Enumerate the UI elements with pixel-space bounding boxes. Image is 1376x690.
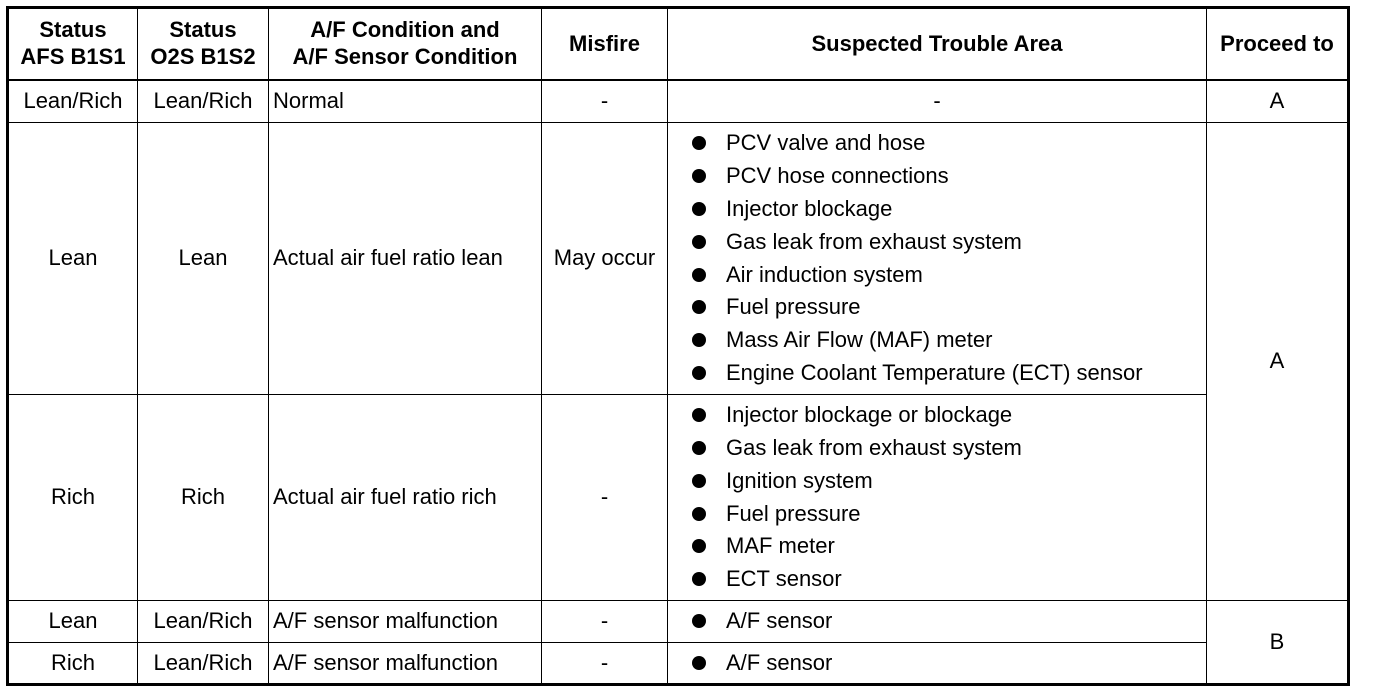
trouble-item-text: Injector blockage or blockage <box>726 402 1013 428</box>
header-condition-line2: A/F Sensor Condition <box>292 43 518 69</box>
bullet-icon <box>692 366 706 380</box>
bullet-icon <box>692 136 706 150</box>
trouble-item-text: Fuel pressure <box>726 294 861 320</box>
header-afs <box>8 8 138 80</box>
o2s-cell: Lean <box>138 123 269 395</box>
o2s-cell: Lean/Rich <box>138 80 269 123</box>
proceed-cell: B <box>1207 601 1349 685</box>
trouble-item-text: A/F sensor <box>726 608 833 634</box>
trouble-cell <box>668 395 1207 601</box>
trouble-list <box>672 127 1202 389</box>
trouble-item-text: PCV valve and hose <box>726 130 926 156</box>
table-row <box>8 643 1349 685</box>
trouble-list <box>672 399 1202 596</box>
header-afs-line2: AFS B1S1 <box>20 43 126 69</box>
trouble-item-text: Gas leak from exhaust system <box>726 228 1022 254</box>
bullet-icon <box>692 656 706 670</box>
bullet-icon <box>692 539 706 553</box>
condition-cell: A/F sensor malfunction <box>269 601 542 643</box>
list-item <box>672 259 1202 292</box>
bullet-icon <box>692 614 706 628</box>
list-item <box>672 530 1202 563</box>
trouble-list <box>672 605 1202 638</box>
condition-cell: A/F sensor malfunction <box>269 643 542 685</box>
bullet-icon <box>692 169 706 183</box>
misfire-cell: - <box>542 80 668 123</box>
o2s-cell: Lean/Rich <box>138 643 269 685</box>
bullet-icon <box>692 300 706 314</box>
list-item <box>672 498 1202 531</box>
bullet-icon <box>692 408 706 422</box>
list-item <box>672 324 1202 357</box>
table-row <box>8 601 1349 643</box>
header-afs-line1: Status <box>39 17 107 43</box>
o2s-cell: Rich <box>138 395 269 601</box>
bullet-icon <box>692 202 706 216</box>
list-item <box>672 193 1202 226</box>
trouble-item-text: ECT sensor <box>726 566 842 592</box>
header-row <box>8 8 1349 80</box>
header-o2s-line2: O2S B1S2 <box>150 43 256 69</box>
list-item <box>672 399 1202 432</box>
condition-cell: Actual air fuel ratio rich <box>269 395 542 601</box>
trouble-item-text: MAF meter <box>726 533 835 559</box>
table-row <box>8 123 1349 395</box>
o2s-cell: Lean/Rich <box>138 601 269 643</box>
proceed-cell: A <box>1207 123 1349 601</box>
list-item <box>672 357 1202 390</box>
bullet-icon <box>692 333 706 347</box>
afs-cell: Rich <box>8 643 138 685</box>
list-item <box>672 127 1202 160</box>
condition-cell: Normal <box>269 80 542 123</box>
header-condition-line1: A/F Condition and <box>310 17 500 43</box>
trouble-item-text: Air induction system <box>726 261 923 287</box>
bullet-icon <box>692 235 706 249</box>
header-o2s <box>138 8 269 80</box>
list-item <box>672 647 1202 680</box>
bullet-icon <box>692 268 706 282</box>
misfire-cell: - <box>542 395 668 601</box>
list-item <box>672 226 1202 259</box>
proceed-cell: A <box>1207 80 1349 123</box>
header-condition <box>269 8 542 80</box>
list-item <box>672 465 1202 498</box>
bullet-icon <box>692 474 706 488</box>
bullet-icon <box>692 441 706 455</box>
header-o2s-line1: Status <box>169 17 237 43</box>
afs-cell: Lean <box>8 601 138 643</box>
trouble-cell <box>668 123 1207 395</box>
trouble-item-text: Injector blockage <box>726 195 893 221</box>
header-misfire: Misfire <box>542 8 668 80</box>
trouble-item-text: Ignition system <box>726 467 873 493</box>
trouble-item-text: Fuel pressure <box>726 500 861 526</box>
afs-cell: Rich <box>8 395 138 601</box>
header-trouble-area: Suspected Trouble Area <box>668 8 1207 80</box>
header-proceed: Proceed to <box>1207 8 1349 80</box>
trouble-item-text: Engine Coolant Temperature (ECT) sensor <box>726 359 1143 385</box>
list-item <box>672 563 1202 596</box>
bullet-icon <box>692 572 706 586</box>
trouble-table <box>6 6 1350 686</box>
bullet-icon <box>692 507 706 521</box>
trouble-item-text: Gas leak from exhaust system <box>726 434 1022 460</box>
list-item <box>672 291 1202 324</box>
misfire-cell: May occur <box>542 123 668 395</box>
table-row <box>8 80 1349 123</box>
trouble-item-text: Mass Air Flow (MAF) meter <box>726 327 993 353</box>
trouble-item-text: PCV hose connections <box>726 163 949 189</box>
trouble-item-text: A/F sensor <box>726 649 833 675</box>
afs-cell: Lean/Rich <box>8 80 138 123</box>
misfire-cell: - <box>542 643 668 685</box>
trouble-cell: - <box>668 80 1207 123</box>
list-item <box>672 432 1202 465</box>
list-item <box>672 605 1202 638</box>
trouble-cell <box>668 643 1207 685</box>
condition-cell: Actual air fuel ratio lean <box>269 123 542 395</box>
trouble-cell <box>668 601 1207 643</box>
list-item <box>672 160 1202 193</box>
misfire-cell: - <box>542 601 668 643</box>
table-row <box>8 395 1349 601</box>
trouble-list <box>672 647 1202 680</box>
afs-cell: Lean <box>8 123 138 395</box>
